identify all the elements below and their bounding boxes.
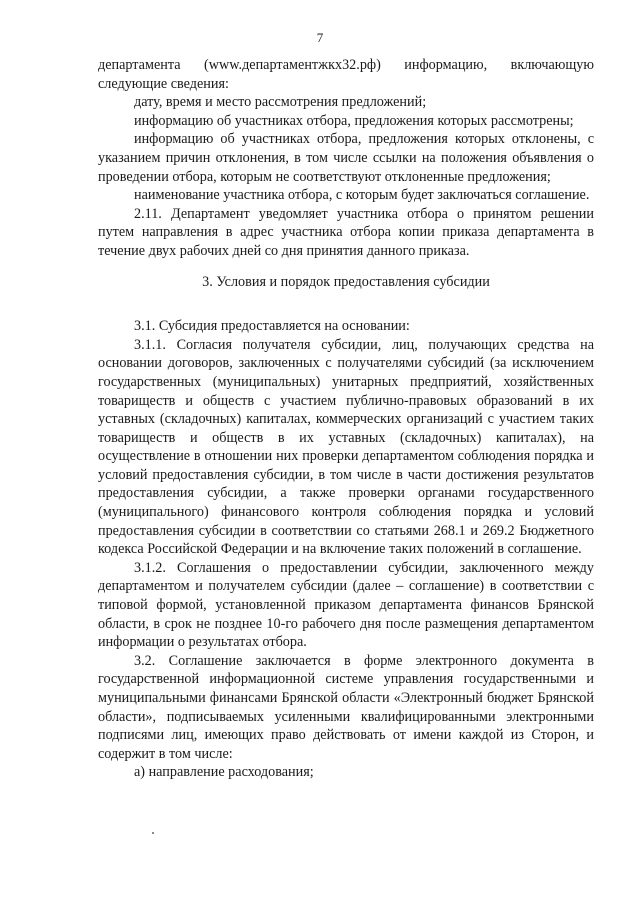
paragraph-item: дату, время и место рассмотрения предложений; xyxy=(134,94,427,111)
paragraph-clause: 3.1.2. Соглашения о предоставлении субсидии, заключенного между департаментом и получателем субсидии (далее – соглашение) в соответствии с типовой формой, установленной приказом департамента финансов Брянской области, в срок не позднее 10-го рабочего дня после размещения департаментом информации о результатах отбора. xyxy=(98,559,594,651)
paragraph-clause: 3.1. Субсидия предоставляется на основании: xyxy=(134,318,410,335)
page-number: 7 xyxy=(316,30,324,45)
paragraph-clause: 3.1.1. Согласия получателя субсидии, лиц, получающих средства на основании договоров, заключенных с получателями субсидий (за исключением государственных (муниципальных) унитарных предприятий, хозяйственных товариществ и обществ с участием публично-правовых образований в их уставных (складочных) капиталах, коммерческих организаций с участием таких товариществ и обществ в их уставных (складочных) капиталах), на осуществление в отношении них проверки департаментом соблюдения порядка и условий предоставления субсидии, в том числе в части достижения результатов предоставления субсидии, а также проверки органами государственного (муниципального) финансового контроля соблюдения порядка и условий предоставления субсидии в соответствии со статьями 268.1 и 269.2 Бюджетного кодекса Российской Федерации и на включение таких положений в соглашение. xyxy=(98,336,594,558)
document-body xyxy=(98,56,594,782)
paragraph-item: а) направление расходования; xyxy=(134,764,314,781)
paragraph-intro: департамента (www.департаментжкх32.рф) информацию, включающую следующие сведения: xyxy=(98,57,594,92)
paragraph-item: информацию об участниках отбора, предложения которых отклонены, с указанием причин отклонения, в том числе ссылки на положения объявления о проведении отбора, которым не соответствуют отклоненные предложения; xyxy=(98,131,594,185)
scan-speck xyxy=(152,832,154,834)
paragraph-item: информацию об участниках отбора, предложения которых рассмотрены; xyxy=(134,112,574,129)
paragraph-clause: 2.11. Департамент уведомляет участника отбора о принятом решении путем направления в адрес участника отбора копии приказа департамента в течение двух рабочих дней со дня принятия данного приказа. xyxy=(98,205,594,259)
section-heading: 3. Условия и порядок предоставления субсидии xyxy=(202,273,490,290)
paragraph-clause: 3.2. Соглашение заключается в форме электронного документа в государственной информационной системе управления государственными и муниципальными финансами Брянской области «Электронный бюджет Брянской области», подписываемых усиленными квалифицированными электронными подписями лиц, имеющих право действовать от имени каждой из Сторон, и содержит в том числе: xyxy=(98,652,594,762)
paragraph-item: наименование участника отбора, с которым будет заключаться соглашение. xyxy=(134,187,590,204)
